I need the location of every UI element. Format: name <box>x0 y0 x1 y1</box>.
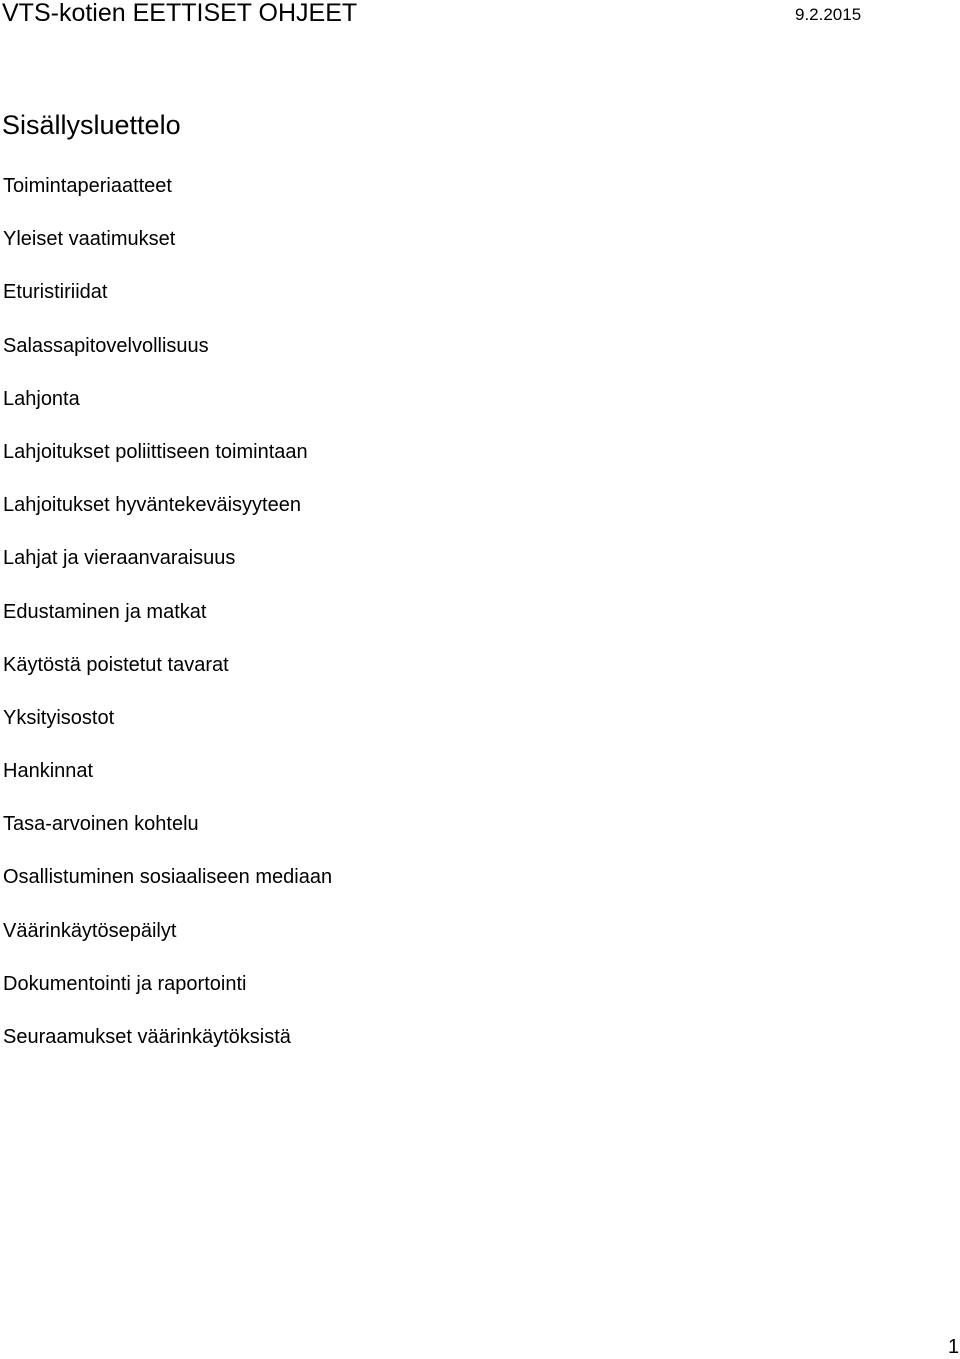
document-date: 9.2.2015 <box>795 5 862 24</box>
toc-item-sosiaalinen-media[interactable]: Osallistuminen sosiaaliseen mediaan <box>3 866 333 889</box>
toc-item-lahjoitukset-poliittiseen[interactable]: Lahjoitukset poliittiseen toimintaan <box>3 440 308 463</box>
toc-item-hankinnat[interactable]: Hankinnat <box>3 760 94 783</box>
page-number: 1 <box>948 1336 960 1358</box>
toc-heading: Sisällysluettelo <box>2 110 181 140</box>
toc-item-tasa-arvoinen-kohtelu[interactable]: Tasa-arvoinen kohtelu <box>3 813 199 836</box>
toc-list <box>3 174 332 1078</box>
toc-item-yleiset-vaatimukset[interactable]: Yleiset vaatimukset <box>3 228 176 251</box>
toc-item-toimintaperiaatteet[interactable]: Toimintaperiaatteet <box>3 175 172 197</box>
document-title: VTS-kotien EETTISET OHJEET <box>2 0 358 27</box>
toc-item-lahjat-ja-vieraanvaraisuus[interactable]: Lahjat ja vieraanvaraisuus <box>3 547 236 570</box>
toc-item-vaarinkaytosepailyt[interactable]: Väärinkäytösepäilyt <box>3 919 177 942</box>
toc-item-yksityisostot[interactable]: Yksityisostot <box>3 706 115 729</box>
toc-item-salassapitovelvollisuus[interactable]: Salassapitovelvollisuus <box>3 334 209 357</box>
toc-item-lahjonta[interactable]: Lahjonta <box>3 387 80 410</box>
toc-item-edustaminen-ja-matkat[interactable]: Edustaminen ja matkat <box>3 600 207 623</box>
toc-item-kaytosta-poistetut-tavarat[interactable]: Käytöstä poistetut tavarat <box>3 653 229 676</box>
toc-item-eturistiriidat[interactable]: Eturistiriidat <box>3 281 108 304</box>
toc-item-dokumentointi-ja-raportointi[interactable]: Dokumentointi ja raportointi <box>3 972 247 995</box>
toc-item-seuraamukset[interactable]: Seuraamukset väärinkäytöksistä <box>3 1026 291 1048</box>
toc-item-lahjoitukset-hyvantekevaisyyteen[interactable]: Lahjoitukset hyväntekeväisyyteen <box>3 494 301 517</box>
